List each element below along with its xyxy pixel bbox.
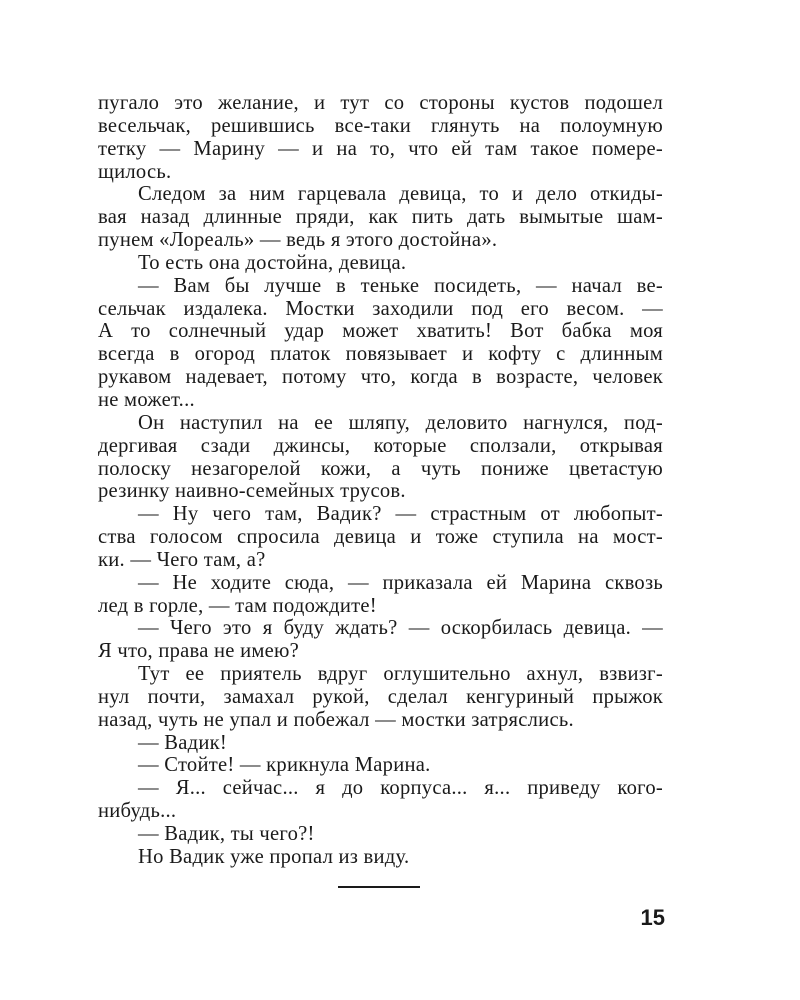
text-line: не может... (98, 388, 195, 411)
text-line: — Вадик! (138, 731, 227, 754)
text-line: всегда в огород платок повязывает и кофту с длинным (98, 343, 663, 366)
text-line: ства голосом спросила девица и тоже ступила на мост- (98, 526, 663, 549)
text-line: пугало это желание, и тут со стороны кустов подошел (98, 92, 663, 114)
text-line: Но Вадик уже пропал из виду. (138, 845, 410, 868)
page-body-text (98, 92, 663, 869)
text-line: А то солнечный удар может хватить! Вот бабка моя (98, 320, 663, 343)
text-line: дергивая сзади джинсы, которые сползали, открывая (98, 434, 663, 457)
text-line: — Стойте! — крикнула Марина. (138, 754, 431, 777)
text-line: лед в горле, — там подождите! (98, 594, 377, 617)
text-line: вая назад длинные пряди, как пить дать вымытые шам- (98, 206, 663, 229)
text-line: Я что, права не имею? (98, 640, 300, 663)
text-line: пунем «Лореаль» — ведь я этого достойна». (98, 229, 498, 252)
text-line: рукавом надевает, потому что, когда в возрасте, человек (98, 366, 663, 389)
text-line: — Ну чего там, Вадик? — страстным от любопыт- (138, 503, 663, 526)
text-line: назад, чуть не упал и побежал — мостки затряслись. (98, 708, 574, 731)
text-line: тетку — Марину — и на то, что ей там такое померe- (98, 137, 663, 160)
text-line: нул почти, замахал рукой, сделал кенгуриный прыжок (98, 685, 663, 708)
text-line: ки. — Чего там, а? (98, 548, 266, 571)
text-line: нибудь... (98, 800, 177, 823)
text-line: весельчак, решившись все-таки глянуть на полоумную (98, 114, 663, 137)
text-block (98, 92, 663, 869)
page-number: 15 (640, 905, 665, 930)
text-line: Тут ее приятель вдруг оглушительно ахнул, взвизг- (138, 663, 663, 686)
text-line: Он наступил на ее шляпу, деловито нагнулся, под- (138, 411, 663, 434)
text-line: — Вадик, ты чего?! (138, 823, 315, 845)
text-line: — Не ходите сюда, — приказала ей Марина сквозь (138, 571, 663, 594)
text-line: — Чего это я буду ждать? — оскорбилась девица. — (138, 617, 663, 640)
text-line: резинку наивно-семейных трусов. (98, 480, 406, 503)
section-divider (338, 886, 420, 888)
text-line: Следом за ним гарцевала девица, то и дело откиды- (138, 183, 663, 206)
text-line: — Я... сейчас... я до корпуса... я... приведу кого- (138, 777, 663, 800)
text-line: — Вам бы лучше в теньке посидеть, — начал ве- (138, 274, 663, 297)
text-line: То есть она достойна, девица. (138, 251, 407, 274)
text-line: щилось. (98, 160, 172, 183)
text-line: полоску незагорелой кожи, а чуть пониже цветастую (98, 457, 663, 480)
text-line: сельчак издалека. Мостки заходили под его весом. — (98, 297, 663, 320)
